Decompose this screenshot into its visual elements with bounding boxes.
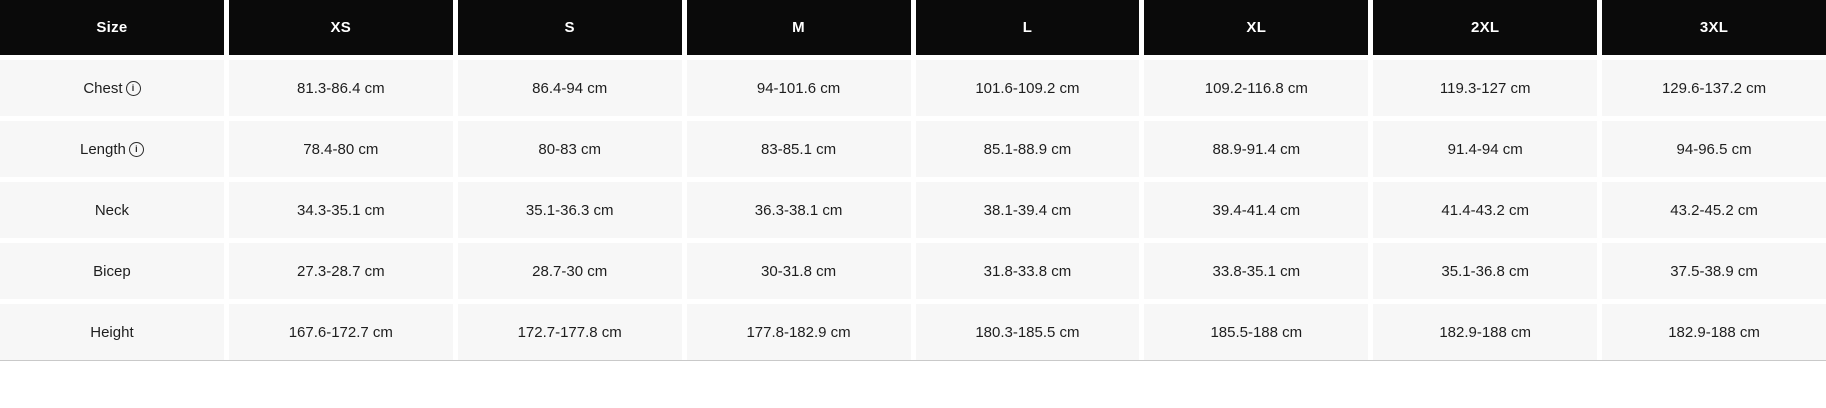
column-header-3xl: 3XL <box>1602 0 1826 55</box>
table-cell: 41.4-43.2 cm <box>1373 182 1597 238</box>
table-cell: 83-85.1 cm <box>687 121 911 177</box>
row-label-text: Neck <box>94 201 130 219</box>
row-label-height <box>0 304 224 360</box>
table-cell: 38.1-39.4 cm <box>916 182 1140 238</box>
table-cell: 101.6-109.2 cm <box>916 60 1140 116</box>
info-icon[interactable]: i <box>129 142 144 157</box>
row-label-text: Length <box>79 140 126 158</box>
row-label-bicep <box>0 243 224 299</box>
table-cell: 33.8-35.1 cm <box>1144 243 1368 299</box>
table-cell: 180.3-185.5 cm <box>916 304 1140 360</box>
table-cell: 43.2-45.2 cm <box>1602 182 1826 238</box>
table-cell: 177.8-182.9 cm <box>687 304 911 360</box>
row-label-length <box>0 121 224 177</box>
table-cell: 35.1-36.8 cm <box>1373 243 1597 299</box>
table-cell: 88.9-91.4 cm <box>1144 121 1368 177</box>
row-label-text: Height <box>90 323 134 341</box>
table-cell: 31.8-33.8 cm <box>916 243 1140 299</box>
column-header-2xl: 2XL <box>1373 0 1597 55</box>
column-header-m: M <box>687 0 911 55</box>
row-label-text: Bicep <box>93 262 131 280</box>
table-cell: 91.4-94 cm <box>1373 121 1597 177</box>
table-cell: 109.2-116.8 cm <box>1144 60 1368 116</box>
row-label-chest <box>0 60 224 116</box>
table-cell: 78.4-80 cm <box>229 121 453 177</box>
table-cell: 37.5-38.9 cm <box>1602 243 1826 299</box>
table-cell: 36.3-38.1 cm <box>687 182 911 238</box>
table-cell: 80-83 cm <box>458 121 682 177</box>
table-cell: 119.3-127 cm <box>1373 60 1597 116</box>
column-header-size: Size <box>0 0 224 55</box>
table-cell: 39.4-41.4 cm <box>1144 182 1368 238</box>
table-cell: 129.6-137.2 cm <box>1602 60 1826 116</box>
table-cell: 94-96.5 cm <box>1602 121 1826 177</box>
table-cell: 172.7-177.8 cm <box>458 304 682 360</box>
table-cell: 182.9-188 cm <box>1602 304 1826 360</box>
table-cell: 34.3-35.1 cm <box>229 182 453 238</box>
table-cell: 85.1-88.9 cm <box>916 121 1140 177</box>
column-header-s: S <box>458 0 682 55</box>
row-label-text: Chest <box>83 79 123 97</box>
column-header-l: L <box>916 0 1140 55</box>
table-cell: 30-31.8 cm <box>687 243 911 299</box>
table-cell: 27.3-28.7 cm <box>229 243 453 299</box>
table-cell: 86.4-94 cm <box>458 60 682 116</box>
table-cell: 182.9-188 cm <box>1373 304 1597 360</box>
info-icon[interactable]: i <box>126 81 141 96</box>
table-cell: 185.5-188 cm <box>1144 304 1368 360</box>
table-cell: 28.7-30 cm <box>458 243 682 299</box>
table-cell: 81.3-86.4 cm <box>229 60 453 116</box>
row-label-neck <box>0 182 224 238</box>
table-cell: 35.1-36.3 cm <box>458 182 682 238</box>
table-cell: 94-101.6 cm <box>687 60 911 116</box>
column-header-xl: XL <box>1144 0 1368 55</box>
table-cell: 167.6-172.7 cm <box>229 304 453 360</box>
column-header-xs: XS <box>229 0 453 55</box>
